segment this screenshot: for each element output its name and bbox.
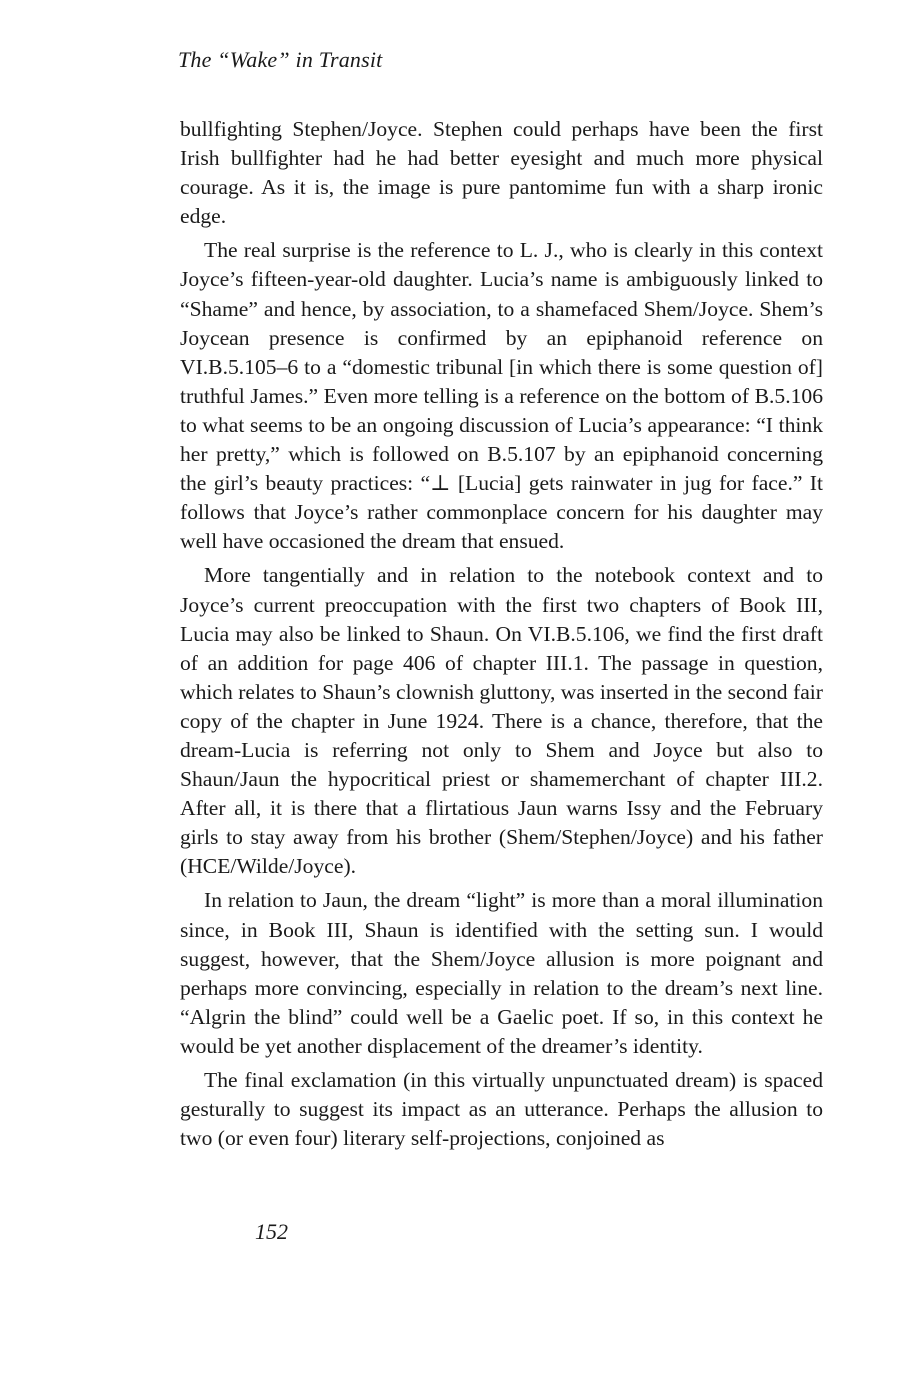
paragraph-3: More tangentially and in relation to the notebook context and to Joyce’s current preoccupation with the first two chapters of Book III, Lucia may also be linked to Shaun. On VI.B.5.106, we find the first draft of an addition for page 406 of chapter III.1. The passage in question, which relates to Shaun’s clownish gluttony, was inserted in the second fair copy of the chapter in June 1924. There is a chance, therefore, that the dream-Lucia is referring not only to Shem and Joyce but also to Shaun/Jaun the hypocritical priest or shamemerchant of chapter III.2. After all, it is there that a flirtatious Jaun warns Issy and the February girls to stay away from his brother (Shem/Stephen/Joyce) and his father (HCE/Wilde/Joyce).: [180, 563, 823, 879]
running-head: The “Wake” in Transit: [178, 47, 383, 72]
paragraph-4: In relation to Jaun, the dream “light” is more than a moral illumination since, in Book III, Shaun is identified with the setting sun. I would suggest, however, that the Shem/Joyce allusion is more poignant and perhaps more convincing, especially in relation to the dream’s next line. “Algrin the blind” could well be a Gaelic poet. If so, in this context he would be yet another displacement of the dreamer’s identity.: [180, 888, 823, 1058]
page-number: 152: [255, 1219, 288, 1244]
paragraph-5: The final exclamation (in this virtually unpunctuated dream) is spaced gesturally to suggest its impact as an utterance. Perhaps the allusion to two (or even four) literary self-projections, conjoined as: [180, 1068, 823, 1151]
paragraph-2: The real surprise is the reference to L. J., who is clearly in this context Joyce’s fifteen-year-old daughter. Lucia’s name is ambiguously linked to “Shame” and hence, by association, to a shamefaced Shem/Joyce. Shem’s Joycean presence is confirmed by an epiphanoid reference on VI.B.5.105–6 to a “domestic tribunal [in which there is some question of] truthful James.” Even more telling is a reference on the bottom of B.5.106 to what seems to be an ongoing discussion of Lucia’s appearance: “I think her pretty,” which is followed on B.5.107 by an epiphanoid concerning the girl’s beauty practices: “⊥ [Lucia] gets rainwater in jug for face.” It follows that Joyce’s rather commonplace concern for his daughter may well have occasioned the dream that ensued.: [180, 238, 823, 554]
body-text: [180, 115, 823, 1158]
paragraph-1: bullfighting Stephen/Joyce. Stephen could perhaps have been the first Irish bullfighter had he had better eyesight and much more physical courage. As it is, the image is pure pantomime fun with a sharp ironic edge.: [180, 117, 823, 229]
